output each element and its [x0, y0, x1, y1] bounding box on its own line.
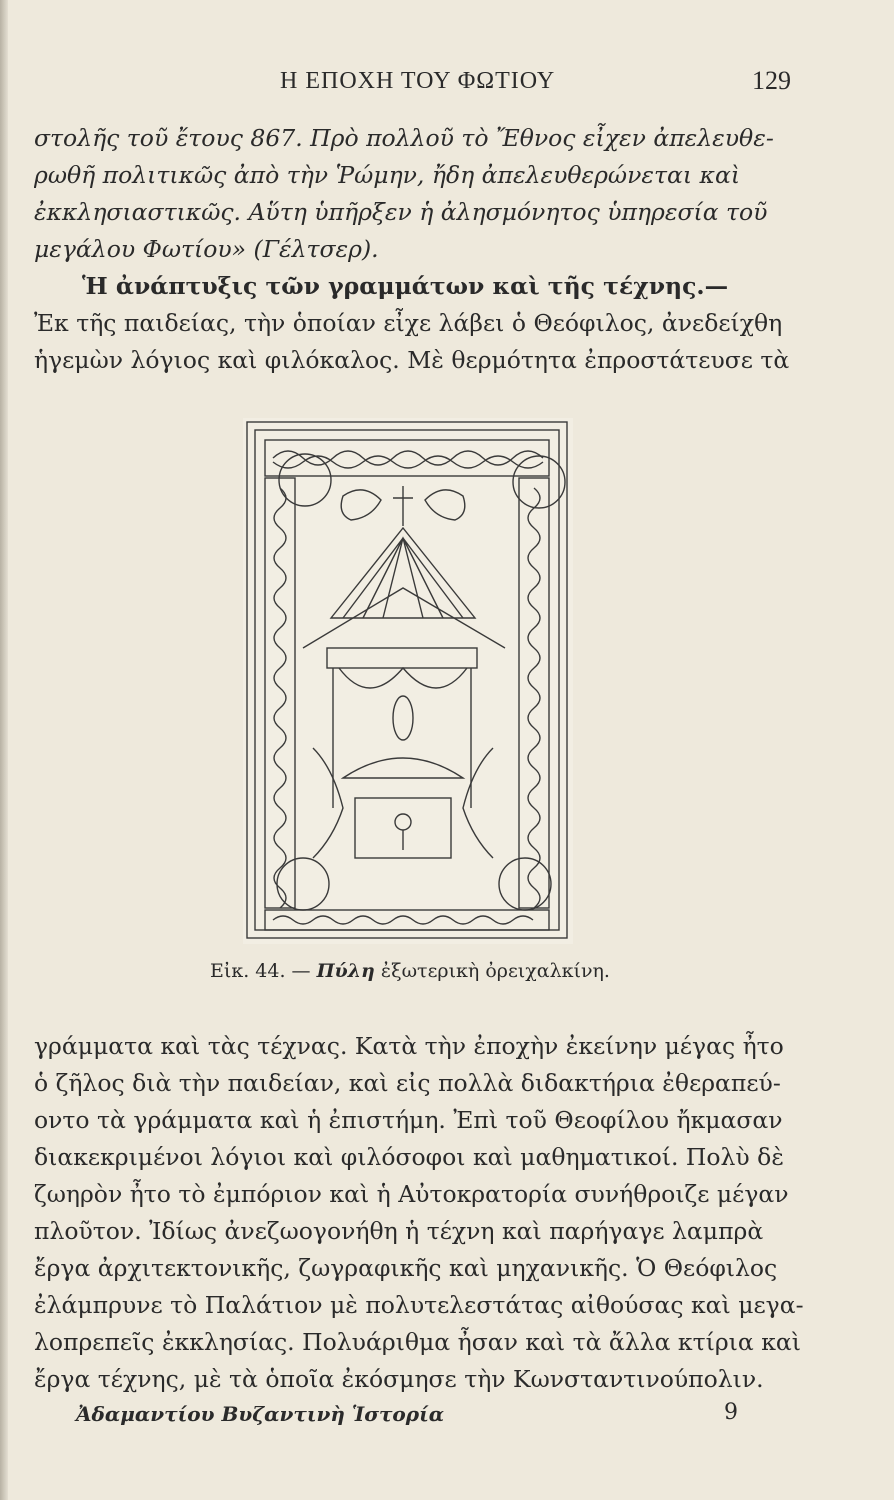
text-line: πλοῦτον. Ἰδίως ἀνεζωογονήθη ἡ τέχνη καὶ παρήγαγε λαμπρὰ	[34, 1217, 764, 1245]
text-line: στολῆς τοῦ ἔτους 867. Πρὸ πολλοῦ τὸ Ἔθνος εἶχεν ἀπελευθε-	[34, 124, 774, 152]
caption-title: Πύλη	[316, 960, 375, 982]
page-footer	[76, 1402, 894, 1436]
text-line: ἡγεμὼν λόγιος καὶ φιλόκαλος. Μὲ θερμότητα ἐπροστάτευσε τὰ	[34, 346, 790, 374]
page-number: 129	[752, 66, 791, 95]
text-line: γράμματα καὶ τὰς τέχνας. Κατὰ τὴν ἐποχὴν ἐκείνην μέγας ἦτο	[34, 1032, 784, 1060]
caption-prefix: Εἰκ. 44. —	[210, 960, 311, 982]
page-edge-shadow	[0, 0, 8, 1500]
text-line: ρωθῆ πολιτικῶς ἀπὸ τὴν Ῥώμην, ἤδη ἀπελευθερώνεται καὶ	[34, 161, 741, 189]
text-line: ζωηρὸν ἦτο τὸ ἐμπόριον καὶ ἡ Αὐτοκρατορία συνήθροιζε μέγαν	[34, 1180, 789, 1208]
text-line: μεγάλου Φωτίου» (Γέλτσερ).	[34, 235, 379, 263]
text-line: ὁ ζῆλος διὰ τὴν παιδείαν, καὶ εἰς πολλὰ διδακτήρια ἐθεραπεύ-	[34, 1069, 781, 1097]
signature-mark: 9	[724, 1400, 738, 1425]
text-line: ἐκκλησιαστικῶς. Αὕτη ὑπῆρξεν ἡ ἀλησμόνητος ὑπηρεσία τοῦ	[34, 198, 768, 226]
bronze-door-illustration	[243, 418, 573, 944]
text-line: οντο τὰ γράμματα καὶ ἡ ἐπιστήμη. Ἐπὶ τοῦ Θεοφίλου ἤκμασαν	[34, 1106, 783, 1134]
running-title: Η ΕΠΟΧΗ ΤΟΥ ΦΩΤΙΟΥ	[280, 68, 556, 94]
paragraph-top	[34, 120, 814, 379]
paragraph-bottom	[34, 1028, 814, 1398]
text-line: ἔργα τέχνης, μὲ τὰ ὁποῖα ἐκόσμησε τὴν Κωνσταντινούπολιν.	[34, 1365, 764, 1393]
section-heading: Ἡ ἀνάπτυξις τῶν γραμμάτων καὶ τῆς τέχνης.—	[82, 272, 729, 300]
running-header	[0, 62, 894, 102]
text-line: λοπρεπεῖς ἐκκλησίας. Πολυάριθμα ἦσαν καὶ τὰ ἄλλα κτίρια καὶ	[34, 1328, 801, 1356]
text-line: Ἐκ τῆς παιδείας, τὴν ὁποίαν εἶχε λάβει ὁ Θεόφιλος, ἀνεδείχθη	[34, 309, 783, 337]
text-line: ἔργα ἀρχιτεκτονικῆς, ζωγραφικῆς καὶ μηχανικῆς. Ὁ Θεόφιλος	[34, 1254, 778, 1282]
door-engraving-image	[243, 418, 573, 944]
text-line: διακεκριμένοι λόγιοι καὶ φιλόσοφοι καὶ μαθηματικοί. Πολὺ δὲ	[34, 1143, 784, 1171]
text-line: ἐλάμπρυνε τὸ Παλάτιον μὲ πολυτελεστάτας αἰθούσας καὶ μεγα-	[34, 1291, 804, 1319]
footer-book-title: Ἀδαμαντίου Βυζαντινὴ Ἱστορία	[76, 1402, 445, 1426]
caption-rest: ἐξωτερικὴ ὀρειχαλκίνη.	[380, 960, 610, 982]
figure-caption	[210, 960, 610, 982]
